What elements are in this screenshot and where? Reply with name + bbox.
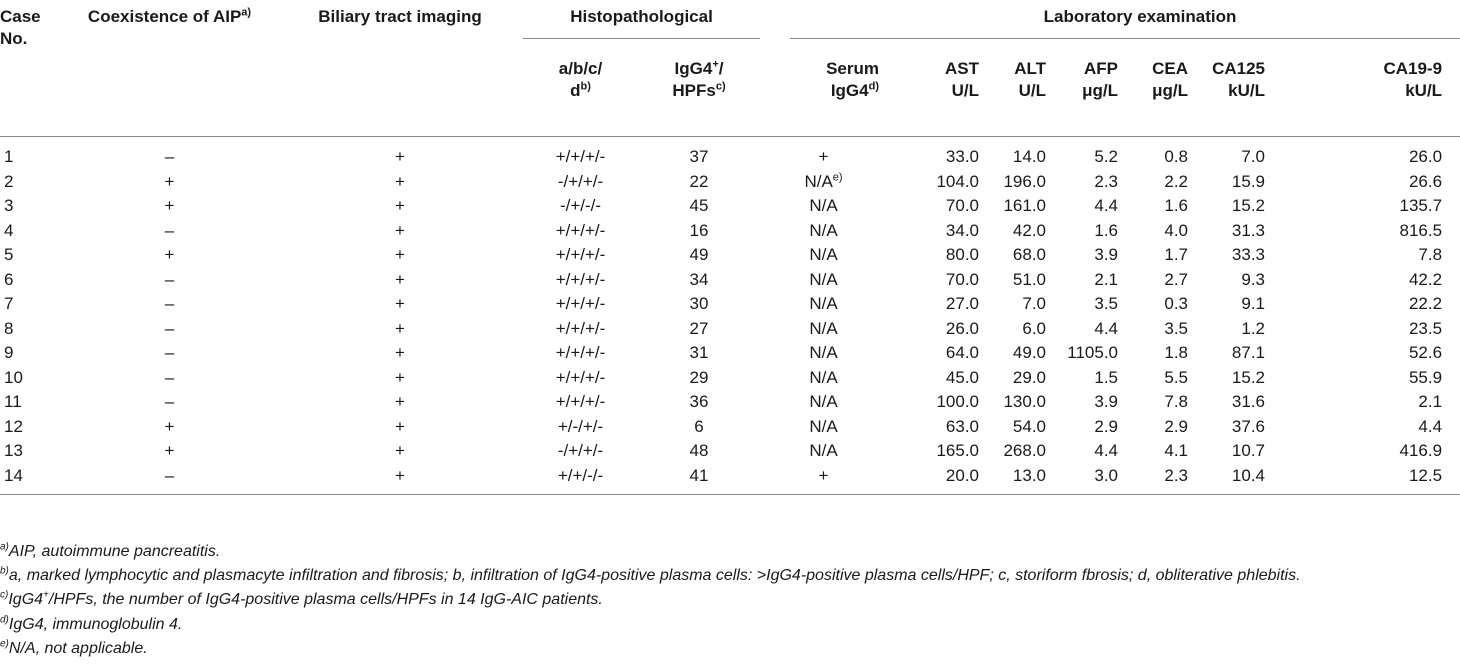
cell-aip: – [164, 269, 175, 289]
cell-afp: 1.6 [1094, 220, 1118, 240]
cell-aip: – [164, 343, 175, 362]
footnote: $^{e)}$N/A, not applicable. [0, 638, 148, 657]
cell-ca199: 12.5 [1408, 465, 1443, 485]
cell-aip: + [164, 171, 175, 191]
header-histopathological-group: Histopathological [523, 6, 760, 50]
cell-ca125: 33.3 [1231, 245, 1265, 264]
footnote: $^{b)}$a, marked lymphocytic and plasmacyte infiltration and fibrosis; b, infiltration of IgG4-positive plasma cells: >IgG4-positive plasma cells/HPF; c, storiform fbrosis; d, obliterative phlebitis. [0, 565, 1301, 585]
cell-cea: 2.7 [1164, 269, 1188, 289]
cell-ca199: 42.2 [1408, 269, 1443, 289]
cell-alt: 6.0 [1022, 318, 1046, 338]
table-row [0, 439, 1460, 464]
table-row [0, 268, 1460, 293]
cell-ca199: 2.1 [1418, 392, 1443, 411]
cell-ca125: 7.0 [1241, 147, 1265, 166]
cell-ca199: 26.0 [1408, 147, 1443, 166]
cell-ca199: 416.9 [1399, 441, 1443, 460]
table-row [0, 137, 1460, 170]
cell-abcd: -/+/+/- [557, 171, 604, 191]
cell-afp: 2.1 [1094, 269, 1118, 289]
header-alt: ALT U/L [1014, 59, 1046, 100]
header-cea: CEA μg/L [1152, 59, 1188, 100]
cell-igg4-hpfs: 48 [689, 441, 709, 460]
cell-alt: 54.0 [1012, 416, 1046, 436]
cell-abcd: +/+/+/- [555, 269, 606, 289]
cell-ca125: 31.3 [1231, 220, 1265, 240]
cell-igg4-hpfs: 22 [689, 171, 709, 191]
cell-case-no: 13 [4, 441, 23, 460]
cell-case-no: 4 [4, 220, 14, 240]
cell-ast: 100.0 [936, 392, 979, 411]
cell-abcd: +/+/+/- [555, 392, 606, 411]
cell-igg4-hpfs: 49 [689, 245, 709, 264]
cell-alt: 51.0 [1012, 269, 1046, 289]
header-laboratory-group: Laboratory examination [760, 6, 1460, 50]
cell-case-no: 2 [4, 171, 14, 191]
cell-biliary: + [395, 269, 405, 289]
cell-biliary: + [395, 196, 405, 215]
cell-biliary: + [395, 343, 405, 362]
cell-afp: 3.5 [1094, 294, 1118, 313]
header-ast: AST U/L [945, 59, 979, 100]
cell-igg4-hpfs: 34 [689, 269, 709, 289]
cell-serum-igg4: $N/A^{e)}$ [804, 170, 843, 191]
cell-biliary: + [395, 294, 405, 313]
cell-ca199: 7.8 [1418, 245, 1443, 264]
cell-cea: 0.8 [1164, 147, 1188, 166]
laboratory-rule [790, 38, 1460, 39]
cell-cea: 1.8 [1164, 343, 1188, 362]
cell-abcd: +/-/+/- [557, 416, 604, 436]
cell-alt: 68.0 [1012, 245, 1046, 264]
cell-case-no: 3 [4, 196, 14, 215]
cell-afp: 2.9 [1094, 416, 1118, 436]
cell-afp: 4.4 [1094, 196, 1118, 215]
header-serum-igg4: Serum IgG4$^{d)}$ [826, 59, 879, 100]
cell-ca199: 22.2 [1408, 294, 1443, 313]
cell-case-no: 14 [4, 465, 23, 485]
cell-cea: 5.5 [1164, 367, 1188, 387]
cell-cea: 4.0 [1164, 220, 1188, 240]
cell-case-no: 1 [4, 147, 14, 166]
cell-ast: 33.0 [945, 147, 979, 166]
cell-case-no: 7 [4, 294, 14, 313]
cell-aip: – [164, 147, 175, 166]
cell-igg4-hpfs: 16 [689, 220, 709, 240]
cell-abcd: +/+/+/- [555, 294, 606, 313]
cell-serum-igg4: N/A [809, 367, 838, 387]
cell-cea: 4.1 [1164, 441, 1188, 460]
header-biliary-tract-imaging: Biliary tract imaging [318, 7, 482, 26]
cell-afp: 4.4 [1094, 318, 1118, 338]
cell-afp: 3.9 [1094, 245, 1118, 264]
cell-cea: 2.2 [1164, 171, 1188, 191]
cell-ast: 70.0 [945, 269, 979, 289]
cell-ca125: 31.6 [1231, 392, 1265, 411]
cell-cea: 3.5 [1164, 318, 1188, 338]
histopathological-rule [523, 38, 760, 39]
cell-aip: + [164, 196, 175, 215]
cell-alt: 196.0 [1003, 171, 1046, 191]
cell-serum-igg4: N/A [809, 196, 838, 215]
cell-cea: 1.7 [1164, 245, 1188, 264]
cell-ast: 104.0 [936, 171, 979, 191]
cell-ca125: 15.2 [1231, 367, 1265, 387]
cell-ca125: 37.6 [1231, 416, 1265, 436]
cell-ca199: 23.5 [1408, 318, 1443, 338]
footnote: $^{d)}$IgG4, immunoglobulin 4. [0, 614, 183, 633]
cell-case-no: 6 [4, 269, 14, 289]
cell-ca125: 1.2 [1241, 318, 1265, 338]
cell-aip: – [164, 220, 175, 240]
cell-cea: 1.6 [1164, 196, 1188, 215]
cell-ast: 63.0 [945, 416, 979, 436]
cell-abcd: -/+/-/- [559, 196, 602, 215]
table-body [0, 137, 1460, 495]
table-row [0, 170, 1460, 195]
cell-serum-igg4: + [818, 465, 829, 485]
cell-serum-igg4: N/A [809, 294, 838, 313]
cell-abcd: +/+/+/- [555, 245, 606, 264]
cell-afp: 3.0 [1094, 465, 1118, 485]
cell-case-no: 11 [4, 392, 22, 411]
cell-cea: 2.9 [1164, 416, 1188, 436]
cell-ast: 20.0 [945, 465, 979, 485]
cell-biliary: + [395, 318, 405, 338]
cell-ca199: 816.5 [1399, 220, 1443, 240]
cell-ca125: 9.1 [1241, 294, 1265, 313]
cell-ca199: 135.7 [1399, 196, 1443, 215]
cell-igg4-hpfs: 37 [689, 147, 709, 166]
cell-igg4-hpfs: 30 [689, 294, 709, 313]
cell-cea: 2.3 [1164, 465, 1188, 485]
table-row [0, 464, 1460, 495]
cell-biliary: + [395, 171, 405, 191]
header-ca199: CA19-9 kU/L [1383, 59, 1443, 100]
cell-serum-igg4: N/A [809, 343, 838, 362]
cell-igg4-hpfs: 45 [689, 196, 709, 215]
header-ca125: CA125 kU/L [1212, 59, 1265, 100]
cell-alt: 268.0 [1003, 441, 1046, 460]
cell-ca125: 87.1 [1231, 343, 1265, 362]
table-row [0, 219, 1460, 244]
table-row [0, 415, 1460, 440]
table-row [0, 390, 1460, 415]
header-coexistence-aip: Coexistence of AIP$^{a)}$ [87, 6, 252, 26]
cell-aip: + [164, 416, 175, 436]
cell-afp: 2.3 [1094, 171, 1118, 191]
cell-ca199: 26.6 [1408, 171, 1443, 191]
cell-alt: 14.0 [1012, 147, 1046, 166]
cell-igg4-hpfs: 31 [689, 343, 709, 362]
cell-biliary: + [395, 465, 405, 485]
cell-ast: 70.0 [945, 196, 979, 215]
cell-igg4-hpfs: 29 [689, 367, 709, 387]
cell-ast: 26.0 [945, 318, 979, 338]
cell-cea: 7.8 [1164, 392, 1188, 411]
cell-serum-igg4: N/A [809, 441, 838, 460]
cell-ca125: 15.9 [1231, 171, 1265, 191]
cell-ast: 80.0 [945, 245, 979, 264]
cell-ca199: 52.6 [1408, 343, 1443, 362]
cell-aip: – [164, 294, 175, 313]
cell-alt: 7.0 [1022, 294, 1046, 313]
cell-afp: 1105.0 [1067, 343, 1118, 362]
cell-abcd: +/+/+/- [555, 220, 606, 240]
table-row [0, 317, 1460, 342]
cell-abcd: +/+/+/- [555, 343, 606, 362]
cell-case-no: 8 [4, 318, 14, 338]
cell-ca199: 4.4 [1418, 416, 1443, 436]
cell-ca125: 10.7 [1231, 441, 1265, 460]
cell-ca125: 9.3 [1241, 269, 1265, 289]
table-row [0, 243, 1460, 268]
cell-abcd: +/+/+/- [555, 147, 606, 166]
cell-serum-igg4: N/A [809, 269, 838, 289]
cell-biliary: + [395, 367, 405, 387]
cell-aip: – [164, 392, 175, 411]
cell-ast: 34.0 [945, 220, 979, 240]
cell-igg4-hpfs: 27 [689, 318, 709, 338]
cell-alt: 49.0 [1012, 343, 1046, 362]
cell-biliary: + [395, 147, 405, 166]
cell-serum-igg4: N/A [809, 416, 838, 436]
cell-cea: 0.3 [1164, 294, 1188, 313]
table-row [0, 194, 1460, 219]
cell-alt: 161.0 [1003, 196, 1046, 215]
footnote: $^{c)}$IgG4+/HPFs, the number of IgG4-positive plasma cells/HPFs in 14 IgG-AIC patients. [0, 590, 603, 609]
footnote: $^{a)}$AIP, autoimmune pancreatitis. [0, 541, 221, 560]
cell-biliary: + [395, 441, 405, 460]
cell-aip: + [164, 441, 175, 460]
cell-igg4-hpfs: 36 [689, 392, 709, 411]
cell-aip: – [164, 465, 175, 485]
cell-igg4-hpfs: 6 [694, 416, 704, 436]
table-row [0, 341, 1460, 366]
cell-alt: 42.0 [1012, 220, 1046, 240]
cell-ca125: 10.4 [1231, 465, 1265, 485]
cell-aip: + [164, 245, 175, 264]
header-igg4-hpfs: IgG4+/ HPFs$^{c)}$ [672, 58, 726, 100]
header-afp: AFP μg/L [1082, 59, 1118, 100]
cell-igg4-hpfs: 41 [689, 465, 709, 485]
cell-case-no: 9 [4, 343, 14, 362]
cell-ast: 165.0 [936, 441, 979, 460]
table-row [0, 292, 1460, 317]
cell-ast: 45.0 [945, 367, 979, 387]
table-footnotes [0, 540, 1460, 661]
cell-afp: 5.2 [1094, 147, 1118, 166]
cell-serum-igg4: N/A [809, 318, 838, 338]
cell-abcd: +/+/-/- [557, 465, 604, 485]
results-table [0, 6, 1460, 495]
table-row [0, 366, 1460, 391]
cell-afp: 1.5 [1094, 367, 1118, 387]
cell-biliary: + [395, 416, 405, 436]
header-case-no: Case No. [0, 7, 41, 48]
cell-alt: 130.0 [1003, 392, 1046, 411]
cell-afp: 4.4 [1094, 441, 1118, 460]
cell-biliary: + [395, 220, 405, 240]
cell-case-no: 10 [4, 367, 23, 387]
header-abcd: a/b/c/ $d^{b)}$ [558, 59, 603, 100]
cell-abcd: -/+/+/- [557, 441, 604, 460]
cell-ca125: 15.2 [1231, 196, 1265, 215]
cell-aip: – [164, 367, 175, 387]
cell-biliary: + [395, 245, 405, 264]
cell-serum-igg4: + [818, 147, 829, 166]
cell-aip: – [164, 318, 175, 338]
cell-serum-igg4: N/A [809, 392, 838, 411]
cell-alt: 29.0 [1012, 367, 1046, 387]
cell-case-no: 5 [4, 245, 14, 264]
cell-ast: 64.0 [945, 343, 979, 362]
cell-afp: 3.9 [1094, 392, 1118, 411]
cell-biliary: + [395, 392, 405, 411]
cell-case-no: 12 [4, 416, 23, 436]
cell-abcd: +/+/+/- [555, 367, 606, 387]
cell-serum-igg4: N/A [809, 220, 838, 240]
cell-ast: 27.0 [945, 294, 979, 313]
cell-alt: 13.0 [1012, 465, 1046, 485]
cell-ca199: 55.9 [1408, 367, 1443, 387]
cell-serum-igg4: N/A [809, 245, 838, 264]
cell-abcd: +/+/+/- [555, 318, 606, 338]
